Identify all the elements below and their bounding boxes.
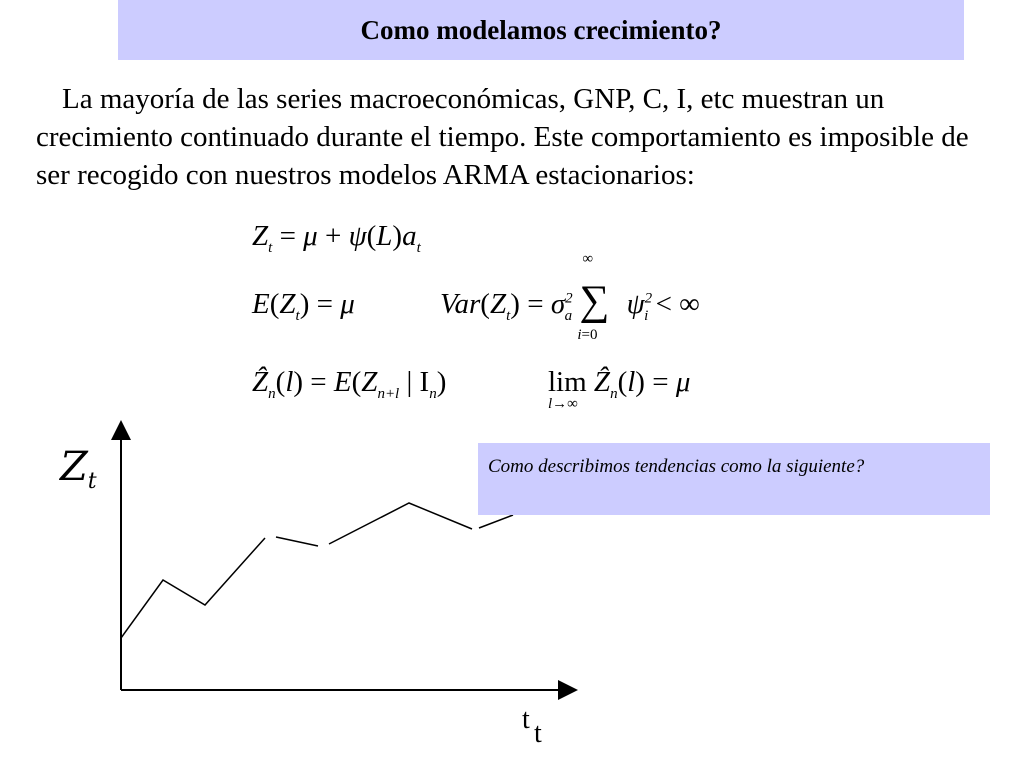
- trend-line-segment-1: [121, 538, 265, 638]
- x-axis-label-2: t: [534, 718, 542, 749]
- page-title: Como modelamos crecimiento?: [360, 14, 722, 45]
- trend-line-segment-2: [276, 537, 318, 546]
- question-callout: [478, 443, 990, 515]
- x-axis-label-1: t: [522, 704, 530, 735]
- callout-text: Como describimos tendencias como la siguiente?: [488, 456, 865, 477]
- equation-model: $Z_t = \mu + \psi(L)a_t$: [252, 220, 421, 256]
- equation-forecast: Ẑ$_n$(l) = $E(Z_{n+l}$ | $I_n$): [252, 366, 447, 402]
- trend-line-segment-4: [479, 515, 513, 528]
- intro-text: La mayoría de las series macroeconómicas, GNP, C, I, etc muestran un crecimiento continuado durante el tiempo. Este comportamiento es imposible de ser recogido con nuestros modelos ARMA estacionarios:: [36, 83, 969, 191]
- y-axis-label: $Z_t$: [60, 444, 97, 494]
- equation-mean: $E(Z_t) = \mu$: [252, 288, 355, 324]
- equation-limit: lim l→∞ Ẑ$_n$(l) = μ: [548, 366, 691, 412]
- equation-variance: $Var(Z_t) = \sigma^2_a$ ∞ ∑ i=0 $\psi^2_i$ < ∞: [440, 251, 700, 344]
- trend-line-segment-3: [329, 503, 472, 544]
